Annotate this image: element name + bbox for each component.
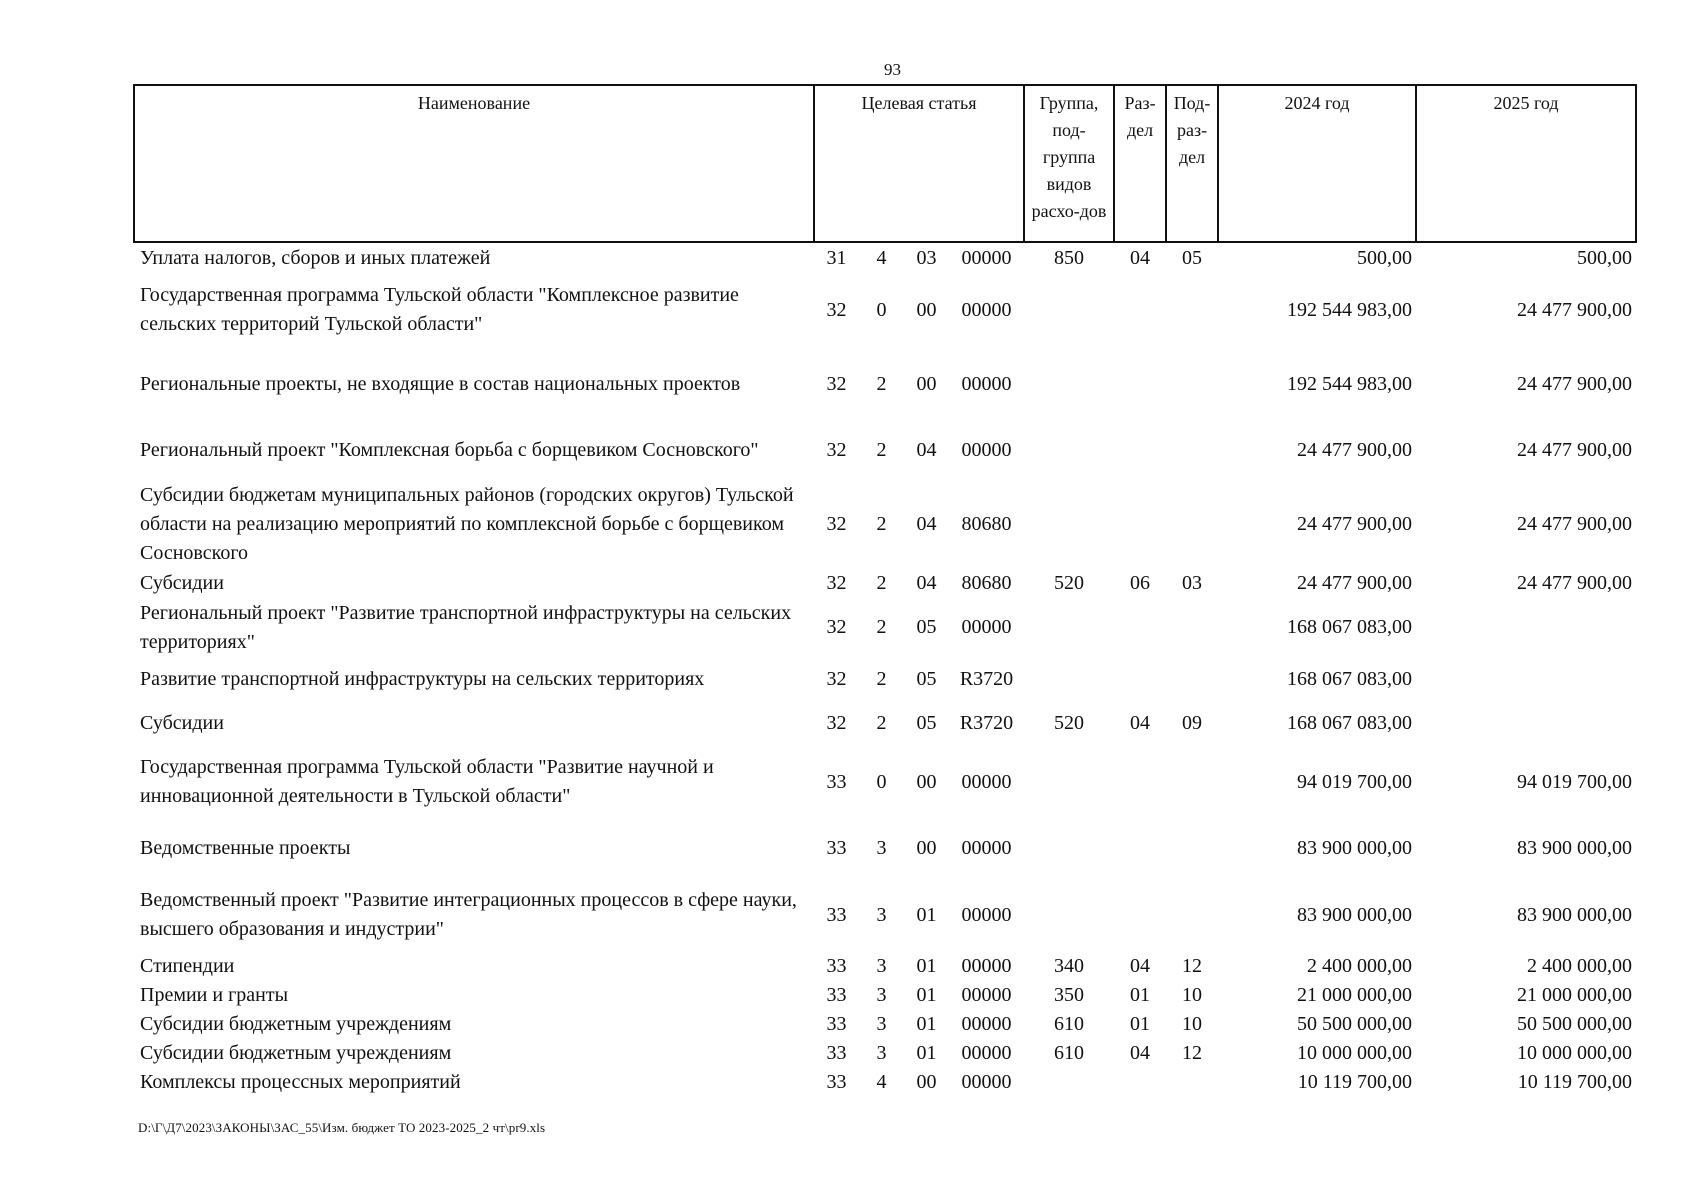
target-code-4: 00000	[961, 955, 1012, 977]
section	[1114, 1068, 1166, 1097]
amount-2024: 83 900 000,00	[1297, 837, 1413, 859]
amount-2025: 24 477 900,00	[1517, 372, 1633, 395]
file-path-footer: D:\Г\Д7\2023\ЗАКОНЫ\ЗАС_55\Изм. бюджет ТО 2023-2025_2 чт\pr9.xls	[138, 1120, 546, 1135]
target-code-3: 01	[916, 1042, 937, 1064]
amount-2024: 24 477 900,00	[1297, 439, 1413, 461]
amount-2024: 500,00	[1357, 246, 1413, 269]
target-code-3: 05	[916, 711, 937, 734]
subsection	[1166, 273, 1218, 347]
header-name: Наименование	[134, 85, 814, 242]
target-code-2: 4	[876, 1071, 887, 1093]
table-row	[134, 981, 1636, 1010]
target-code-1: 33	[826, 837, 847, 859]
amount-2025: 500,00	[1577, 246, 1633, 269]
subsection: 09	[1182, 711, 1203, 734]
table-row	[134, 1010, 1636, 1039]
amount-2025: 21 000 000,00	[1517, 984, 1633, 1006]
target-code-2: 3	[876, 837, 887, 859]
target-code-4: 00000	[961, 770, 1012, 793]
amount-2024: 168 067 083,00	[1287, 711, 1413, 734]
table-row	[134, 242, 1636, 273]
target-code-1: 33	[826, 1042, 847, 1064]
target-code-1: 32	[826, 439, 847, 461]
section: 04	[1130, 246, 1151, 269]
row-name: Ведомственный проект "Развитие интеграционных процессов в сфере науки, высшего образования и индустрии"	[140, 889, 797, 940]
target-code-1: 32	[826, 571, 847, 594]
amount-2025	[1416, 598, 1636, 657]
section: 04	[1130, 1042, 1151, 1064]
target-code-4: 00000	[961, 984, 1012, 1006]
target-code-2: 3	[876, 955, 887, 977]
budget-table	[133, 84, 1637, 1097]
subsection: 12	[1182, 1042, 1203, 1064]
amount-2024: 24 477 900,00	[1297, 571, 1413, 594]
expense-group	[1024, 657, 1114, 701]
amount-2025	[1416, 701, 1636, 745]
header-target: Целевая статья	[814, 85, 1024, 242]
subsection	[1166, 745, 1218, 819]
target-code-1: 33	[826, 1013, 847, 1035]
target-code-4: 00000	[961, 246, 1012, 269]
subsection	[1166, 598, 1218, 657]
row-name: Уплата налогов, сборов и иных платежей	[140, 246, 491, 269]
row-name: Развитие транспортной инфраструктуры на сельских территориях	[140, 667, 705, 690]
amount-2024: 21 000 000,00	[1297, 984, 1413, 1006]
expense-group: 610	[1054, 1013, 1085, 1035]
amount-2024: 24 477 900,00	[1297, 512, 1413, 535]
target-code-2: 3	[876, 984, 887, 1006]
section	[1114, 657, 1166, 701]
target-code-1: 33	[826, 1071, 847, 1093]
target-code-3: 04	[916, 439, 937, 461]
target-code-4: 00000	[961, 903, 1012, 926]
section	[1114, 598, 1166, 657]
subsection	[1166, 1068, 1218, 1097]
table-row	[134, 347, 1636, 421]
section	[1114, 819, 1166, 878]
target-code-2: 2	[876, 667, 887, 690]
target-code-2: 2	[876, 372, 887, 395]
subsection	[1166, 878, 1218, 952]
section	[1114, 878, 1166, 952]
row-name: Государственная программа Тульской области "Развитие научной и инновационной деятельности в Тульской области"	[140, 756, 714, 807]
target-code-1: 33	[826, 984, 847, 1006]
row-name: Субсидии бюджетным учреждениям	[140, 1042, 452, 1064]
target-code-3: 00	[916, 298, 937, 321]
target-code-1: 33	[826, 903, 847, 926]
amount-2025: 10 000 000,00	[1517, 1042, 1633, 1064]
amount-2025: 2 400 000,00	[1527, 955, 1633, 977]
row-name: Субсидии	[140, 571, 224, 594]
row-name: Региональный проект "Развитие транспортной инфраструктуры на сельских территориях"	[140, 601, 792, 653]
amount-2024: 94 019 700,00	[1297, 770, 1413, 793]
header-2024: 2024 год	[1218, 85, 1416, 242]
subsection	[1166, 819, 1218, 878]
subsection: 10	[1182, 1013, 1203, 1035]
target-code-2: 2	[876, 616, 887, 638]
table-row	[134, 745, 1636, 819]
table-row	[134, 1039, 1636, 1068]
table-row	[134, 480, 1636, 568]
target-code-3: 01	[916, 984, 937, 1006]
target-code-3: 01	[916, 1013, 937, 1035]
header-group: Группа, под-группа видов расхо-дов	[1024, 85, 1114, 242]
expense-group	[1024, 878, 1114, 952]
target-code-4: 00000	[961, 439, 1012, 461]
target-code-4: 00000	[961, 1042, 1012, 1064]
target-code-3: 00	[916, 837, 937, 859]
target-code-3: 05	[916, 667, 937, 690]
target-code-4: 00000	[961, 372, 1012, 395]
header-2025: 2025 год	[1416, 85, 1636, 242]
target-code-1: 31	[826, 246, 847, 269]
target-code-2: 3	[876, 1013, 887, 1035]
expense-group: 850	[1054, 246, 1085, 269]
expense-group: 350	[1054, 984, 1085, 1006]
section: 04	[1130, 711, 1151, 734]
amount-2024: 10 119 700,00	[1297, 1071, 1413, 1093]
expense-group: 340	[1054, 955, 1085, 977]
table-row	[134, 701, 1636, 745]
target-code-3: 04	[916, 512, 937, 535]
target-code-3: 01	[916, 903, 937, 926]
section	[1114, 347, 1166, 421]
target-code-2: 2	[876, 439, 887, 461]
amount-2024: 168 067 083,00	[1287, 616, 1413, 638]
target-code-3: 00	[916, 372, 937, 395]
amount-2025: 83 900 000,00	[1517, 903, 1633, 926]
table-row	[134, 657, 1636, 701]
section: 01	[1130, 984, 1151, 1006]
target-code-1: 32	[826, 372, 847, 395]
target-code-2: 0	[876, 298, 887, 321]
amount-2024: 192 544 983,00	[1287, 372, 1413, 395]
amount-2025: 83 900 000,00	[1517, 837, 1633, 859]
subsection	[1166, 657, 1218, 701]
row-name: Государственная программа Тульской области "Комплексное развитие сельских территорий Тульской области"	[140, 284, 739, 335]
amount-2024: 50 500 000,00	[1297, 1013, 1413, 1035]
target-code-1: 33	[826, 955, 847, 977]
target-code-1: 33	[826, 770, 847, 793]
subsection	[1166, 480, 1218, 568]
row-name: Субсидии	[140, 711, 224, 734]
amount-2025: 10 119 700,00	[1517, 1071, 1633, 1093]
row-name: Субсидии бюджетным учреждениям	[140, 1013, 452, 1035]
expense-group	[1024, 598, 1114, 657]
table-row	[134, 878, 1636, 952]
target-code-3: 04	[916, 571, 937, 594]
table-row	[134, 952, 1636, 981]
amount-2024: 192 544 983,00	[1287, 298, 1413, 321]
target-code-4: 00000	[961, 837, 1012, 859]
amount-2025: 50 500 000,00	[1517, 1013, 1633, 1035]
expense-group	[1024, 421, 1114, 480]
amount-2025: 24 477 900,00	[1517, 298, 1633, 321]
table-row	[134, 568, 1636, 598]
expense-group: 520	[1054, 571, 1085, 594]
section: 06	[1130, 571, 1151, 594]
target-code-4: 00000	[961, 1013, 1012, 1035]
row-name: Комплексы процессных мероприятий	[140, 1071, 461, 1093]
table-row	[134, 598, 1636, 657]
amount-2025	[1416, 657, 1636, 701]
row-name: Премии и гранты	[140, 984, 289, 1006]
subsection: 03	[1182, 571, 1203, 594]
header-section: Раз-дел	[1114, 85, 1166, 242]
target-code-4: 80680	[961, 512, 1012, 535]
amount-2024: 83 900 000,00	[1297, 903, 1413, 926]
target-code-3: 05	[916, 616, 937, 638]
section	[1114, 480, 1166, 568]
expense-group	[1024, 347, 1114, 421]
row-name: Субсидии бюджетам муниципальных районов (городских округов) Тульской области на реализацию мероприятий по комплексной борьбе с борщевиком Сосновского	[140, 483, 794, 564]
expense-group	[1024, 745, 1114, 819]
row-name: Региональные проекты, не входящие в состав национальных проектов	[140, 372, 741, 395]
expense-group	[1024, 1068, 1114, 1097]
target-code-1: 32	[826, 711, 847, 734]
section: 01	[1130, 1013, 1151, 1035]
target-code-1: 32	[826, 667, 847, 690]
target-code-2: 2	[876, 571, 887, 594]
amount-2024: 168 067 083,00	[1287, 667, 1413, 690]
target-code-3: 01	[916, 955, 937, 977]
table-row	[134, 1068, 1636, 1097]
target-code-1: 32	[826, 298, 847, 321]
expense-group: 610	[1054, 1042, 1085, 1064]
table-row	[134, 421, 1636, 480]
target-code-3: 00	[916, 1071, 937, 1093]
target-code-2: 2	[876, 711, 887, 734]
expense-group	[1024, 273, 1114, 347]
section	[1114, 273, 1166, 347]
target-code-2: 0	[876, 770, 887, 793]
target-code-2: 3	[876, 903, 887, 926]
expense-group	[1024, 819, 1114, 878]
target-code-2: 4	[876, 246, 887, 269]
section	[1114, 421, 1166, 480]
subsection	[1166, 347, 1218, 421]
amount-2025: 24 477 900,00	[1517, 571, 1633, 594]
page-number: 93	[884, 60, 901, 79]
table-row	[134, 273, 1636, 347]
row-name: Стипендии	[140, 955, 235, 977]
amount-2024: 10 000 000,00	[1297, 1042, 1413, 1064]
table-row	[134, 819, 1636, 878]
target-code-1: 32	[826, 512, 847, 535]
subsection	[1166, 421, 1218, 480]
row-name: Ведомственные проекты	[140, 837, 351, 859]
target-code-4: 00000	[961, 1071, 1012, 1093]
target-code-2: 2	[876, 512, 887, 535]
subsection: 10	[1182, 984, 1203, 1006]
subsection: 05	[1182, 246, 1203, 269]
amount-2025: 94 019 700,00	[1517, 770, 1633, 793]
target-code-1: 32	[826, 616, 847, 638]
expense-group	[1024, 480, 1114, 568]
target-code-4: 00000	[961, 616, 1012, 638]
target-code-3: 00	[916, 770, 937, 793]
target-code-3: 03	[916, 246, 937, 269]
target-code-4: 00000	[961, 298, 1012, 321]
section: 04	[1130, 955, 1151, 977]
section	[1114, 745, 1166, 819]
subsection: 12	[1182, 955, 1203, 977]
target-code-4: R3720	[959, 667, 1014, 690]
target-code-2: 3	[876, 1042, 887, 1064]
amount-2024: 2 400 000,00	[1307, 955, 1413, 977]
amount-2025: 24 477 900,00	[1517, 512, 1633, 535]
header-subsection: Под-раз-дел	[1166, 85, 1218, 242]
target-code-4: 80680	[961, 571, 1012, 594]
table-header-row	[134, 85, 1636, 242]
expense-group: 520	[1054, 711, 1085, 734]
target-code-4: R3720	[959, 711, 1014, 734]
amount-2025: 24 477 900,00	[1517, 439, 1633, 461]
row-name: Региональный проект "Комплексная борьба с борщевиком Сосновского"	[140, 439, 759, 461]
